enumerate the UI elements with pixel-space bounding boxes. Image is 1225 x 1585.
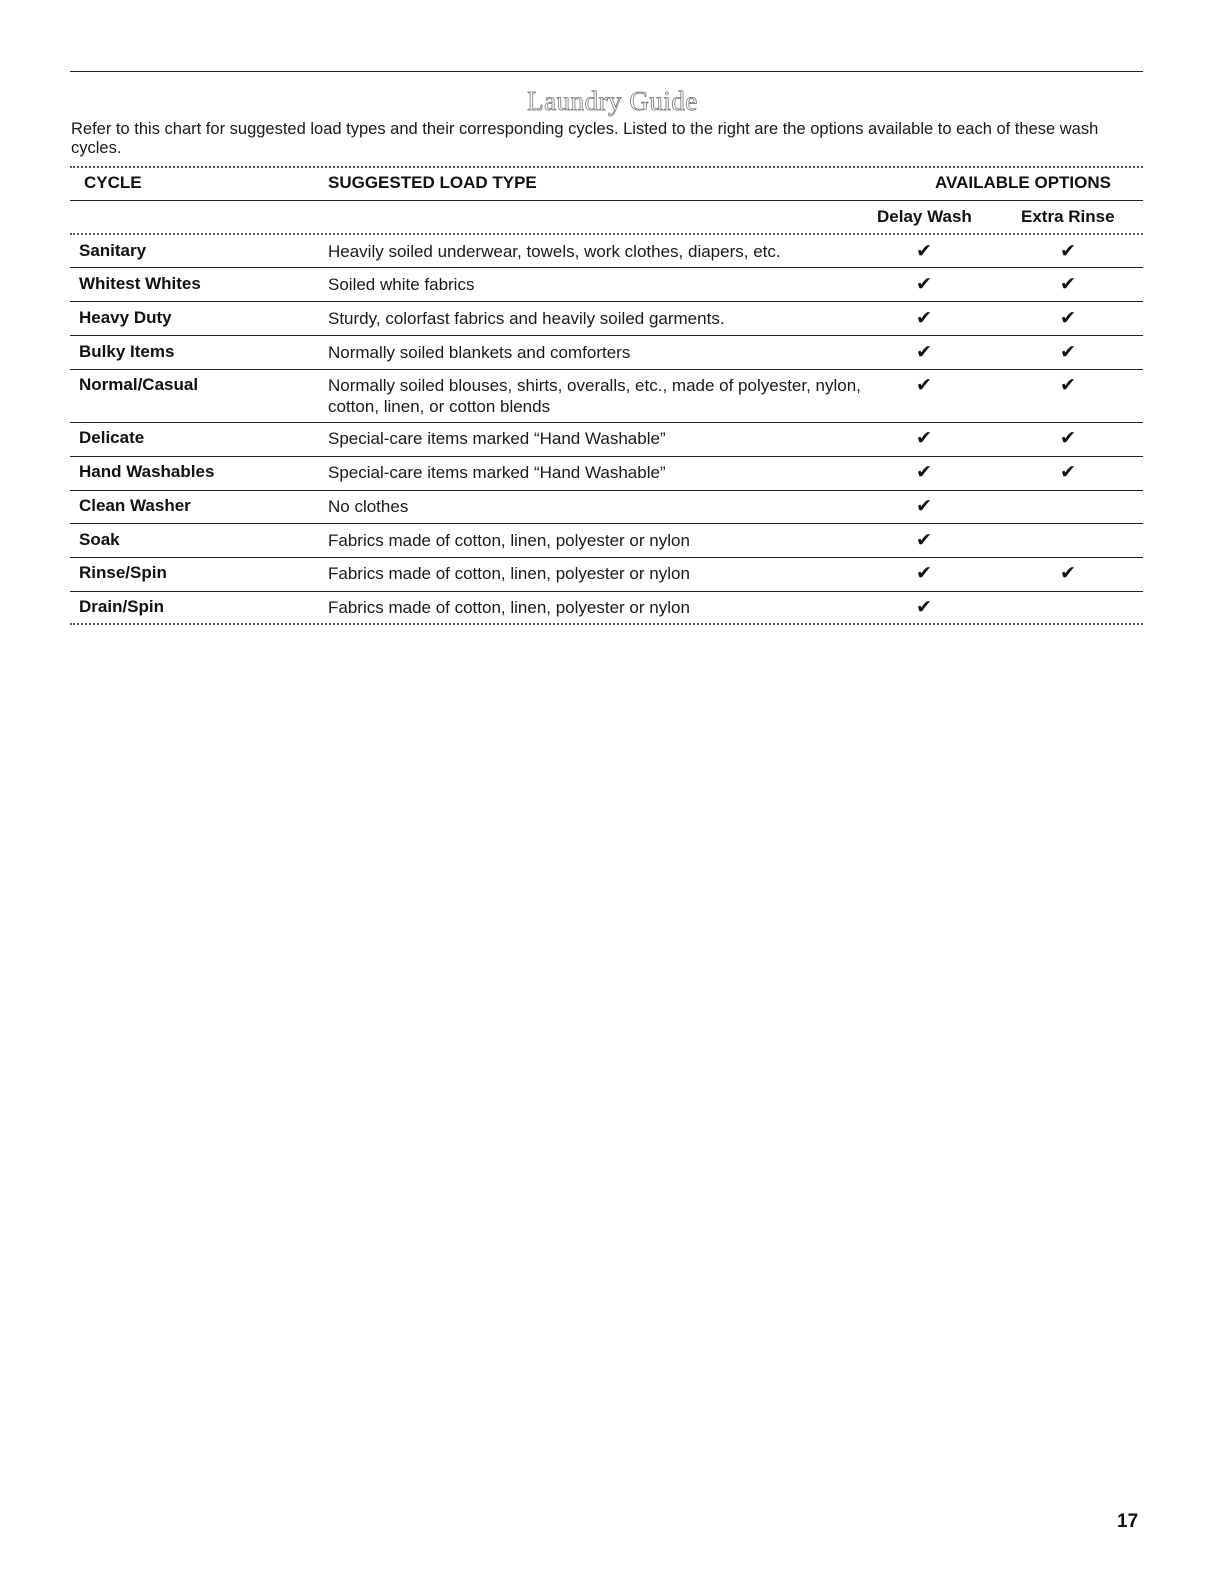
header-available-options: AVAILABLE OPTIONS	[935, 173, 1111, 192]
page-title: Laundry Guide	[527, 86, 698, 116]
delay-wash-check-icon: ✔	[916, 530, 932, 551]
cycle-name: Rinse/Spin	[79, 563, 167, 582]
cycle-name: Heavy Duty	[79, 308, 172, 327]
suggested-load-type: Fabrics made of cotton, linen, polyester or nylon	[328, 564, 690, 583]
suggested-load-type: Soiled white fabrics	[328, 275, 475, 294]
delay-wash-check-icon: ✔	[916, 597, 932, 618]
extra-rinse-check-icon: ✔	[1060, 342, 1076, 363]
delay-wash-check-icon: ✔	[916, 428, 932, 449]
cycle-name: Soak	[79, 530, 120, 549]
cycle-name: Drain/Spin	[79, 597, 165, 616]
top-rule	[70, 71, 1143, 72]
delay-wash-check-icon: ✔	[916, 563, 932, 584]
delay-wash-check-icon: ✔	[916, 462, 932, 483]
suggested-load-type: Normally soiled blankets and comforters	[328, 343, 631, 362]
delay-wash-check-icon: ✔	[916, 375, 932, 396]
header-divider	[70, 200, 1143, 201]
cycle-name: Sanitary	[79, 241, 147, 260]
suggested-load-type: Sturdy, colorfast fabrics and heavily soiled garments.	[328, 309, 725, 328]
row-divider	[70, 422, 1143, 423]
row-divider	[70, 557, 1143, 558]
header-delay-wash: Delay Wash	[877, 207, 972, 226]
cycle-name: Delicate	[79, 428, 145, 447]
row-divider	[70, 456, 1143, 457]
intro-text: Refer to this chart for suggested load types and their corresponding cycles. Listed to the right are the options available to each of these wash cycles.	[71, 120, 1099, 157]
header-extra-rinse: Extra Rinse	[1021, 207, 1115, 226]
extra-rinse-check-icon: ✔	[1060, 274, 1076, 295]
suggested-load-type: Heavily soiled underwear, towels, work clothes, diapers, etc.	[328, 242, 781, 261]
row-divider	[70, 369, 1143, 370]
extra-rinse-check-icon: ✔	[1060, 462, 1076, 483]
row-divider	[70, 301, 1143, 302]
suggested-load-type: Special-care items marked “Hand Washable”	[328, 463, 666, 482]
extra-rinse-check-icon: ✔	[1060, 428, 1076, 449]
row-divider	[70, 523, 1143, 524]
cycle-name: Bulky Items	[79, 342, 175, 361]
header-load-type: SUGGESTED LOAD TYPE	[328, 173, 537, 192]
row-divider	[70, 490, 1143, 491]
row-divider	[70, 267, 1143, 268]
delay-wash-check-icon: ✔	[916, 274, 932, 295]
table-bottom-dotted-rule	[70, 623, 1143, 625]
page-number: 17	[1117, 1511, 1139, 1532]
header-bottom-dotted-rule	[70, 233, 1143, 235]
suggested-load-type: Fabrics made of cotton, linen, polyester or nylon	[328, 531, 690, 550]
cycle-name: Normal/Casual	[79, 375, 199, 394]
extra-rinse-check-icon: ✔	[1060, 241, 1076, 262]
suggested-load-type: No clothes	[328, 497, 409, 516]
row-divider	[70, 591, 1143, 592]
suggested-load-type: Fabrics made of cotton, linen, polyester or nylon	[328, 598, 690, 617]
delay-wash-check-icon: ✔	[916, 496, 932, 517]
table-top-dotted-rule	[70, 166, 1143, 168]
delay-wash-check-icon: ✔	[916, 241, 932, 262]
row-divider	[70, 335, 1143, 336]
extra-rinse-check-icon: ✔	[1060, 563, 1076, 584]
cycle-name: Whitest Whites	[79, 274, 201, 293]
cycle-name: Clean Washer	[79, 496, 191, 515]
cycle-name: Hand Washables	[79, 462, 215, 481]
suggested-load-type: Normally soiled blouses, shirts, overalls, etc., made of polyester, nylon, cotton, linen, or cotton blends	[328, 376, 861, 416]
extra-rinse-check-icon: ✔	[1060, 308, 1076, 329]
suggested-load-type: Special-care items marked “Hand Washable”	[328, 429, 666, 448]
header-cycle: CYCLE	[84, 173, 142, 192]
delay-wash-check-icon: ✔	[916, 342, 932, 363]
extra-rinse-check-icon: ✔	[1060, 375, 1076, 396]
delay-wash-check-icon: ✔	[916, 308, 932, 329]
